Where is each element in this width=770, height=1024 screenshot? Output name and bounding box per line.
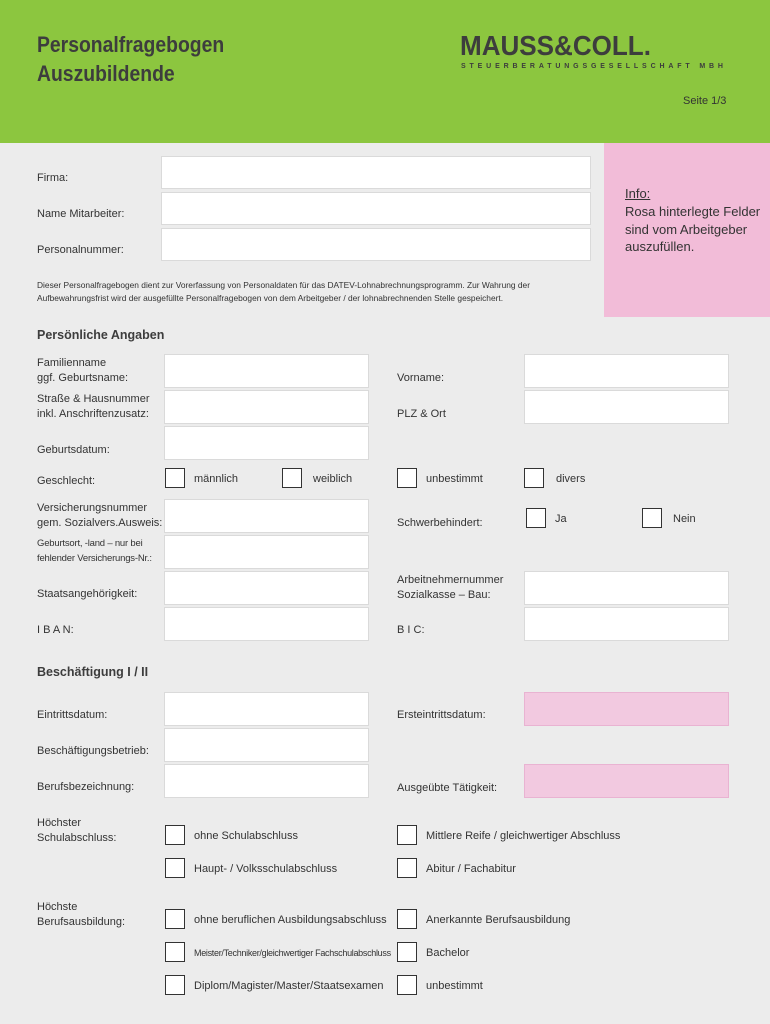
schwerbehindert-nein-label: Nein xyxy=(673,513,696,525)
diplom-checkbox[interactable] xyxy=(165,975,185,995)
berufsausbildung-label xyxy=(37,900,125,929)
familienname-field[interactable] xyxy=(164,354,369,388)
personalnummer-field[interactable] xyxy=(161,228,591,261)
geburtsdatum-field[interactable] xyxy=(164,426,369,460)
staatsangehoerigkeit-field[interactable] xyxy=(164,571,369,605)
diplom-label: Diplom/Magister/Master/Staatsexamen xyxy=(194,980,384,992)
unbestimmt-checkbox[interactable] xyxy=(397,468,417,488)
geburtsdatum-label: Geburtsdatum: xyxy=(37,444,110,456)
iban-field[interactable] xyxy=(164,607,369,641)
berufsbezeichnung-label: Berufsbezeichnung: xyxy=(37,781,135,793)
arbeitnehmernummer-field[interactable] xyxy=(524,571,729,605)
anerkannte-ausbildung-checkbox[interactable] xyxy=(397,909,417,929)
schwerbehindert-ja-checkbox[interactable] xyxy=(526,508,546,528)
berufsbezeichnung-field[interactable] xyxy=(164,764,369,798)
geburtsort-label-line2: fehlender Versicherungs-Nr.: xyxy=(37,552,152,564)
form-title-line2: Auszubildende xyxy=(37,61,175,86)
arbeitnehmernummer-label xyxy=(397,573,503,602)
ausbildung-unbestimmt-label: unbestimmt xyxy=(426,980,483,992)
unbestimmt-label: unbestimmt xyxy=(426,473,483,485)
weiblich-checkbox[interactable] xyxy=(282,468,302,488)
mittlere-reife-label: Mittlere Reife / gleichwertiger Abschluss xyxy=(426,830,621,842)
mitarbeiter-label: Name Mitarbeiter: xyxy=(37,208,125,220)
form-title xyxy=(37,30,224,88)
strasse-label-line1: Straße & Hausnummer xyxy=(37,393,150,405)
company-logo: MAUSS&COLL. xyxy=(460,30,651,61)
schulabschluss-label xyxy=(37,816,117,845)
abitur-label: Abitur / Fachabitur xyxy=(426,863,516,875)
meister-checkbox[interactable] xyxy=(165,942,185,962)
arbeitnehmernummer-label-line1: Arbeitnehmernummer xyxy=(397,574,504,586)
firma-label: Firma: xyxy=(37,172,69,184)
info-text: Rosa hinterlegte Felder sind vom Arbeitgeber auszufüllen. xyxy=(625,204,761,254)
taetigkeit-field[interactable] xyxy=(524,764,729,798)
anerkannte-ausbildung-label: Anerkannte Berufsausbildung xyxy=(426,914,571,926)
iban-label: I B A N: xyxy=(37,624,74,636)
form-title-line1: Personalfragebogen xyxy=(37,32,225,57)
ersteintritt-label: Ersteintrittsdatum: xyxy=(397,709,486,721)
company-logo-subtitle: STEUERBERATUNGSGESELLSCHAFT MBH xyxy=(461,63,727,70)
plz-field[interactable] xyxy=(524,390,729,424)
hauptschulabschluss-checkbox[interactable] xyxy=(165,858,185,878)
bachelor-label: Bachelor xyxy=(426,947,470,959)
schwerbehindert-ja-label: Ja xyxy=(555,513,567,525)
geschlecht-label: Geschlecht: xyxy=(37,475,96,487)
betrieb-label: Beschäftigungsbetrieb: xyxy=(37,745,149,757)
ohne-ausbildung-label: ohne beruflichen Ausbildungsabschluss xyxy=(194,914,387,926)
meister-label: Meister/Techniker/gleichwertiger Fachschulabschluss xyxy=(194,948,391,958)
versicherung-label-line1: Versicherungsnummer xyxy=(37,502,148,514)
ohne-schulabschluss-label: ohne Schulabschluss xyxy=(194,830,298,842)
plz-label: PLZ & Ort xyxy=(397,408,446,420)
staatsangehoerigkeit-label: Staatsangehörigkeit: xyxy=(37,588,138,600)
schwerbehindert-nein-checkbox[interactable] xyxy=(642,508,662,528)
berufsausbildung-label-line2: Berufsausbildung: xyxy=(37,915,126,928)
geburtsort-label xyxy=(37,537,152,566)
divers-label: divers xyxy=(556,473,586,485)
schulabschluss-label-line2: Schulabschluss: xyxy=(37,831,117,844)
ohne-schulabschluss-checkbox[interactable] xyxy=(165,825,185,845)
abitur-checkbox[interactable] xyxy=(397,858,417,878)
geburtsort-field[interactable] xyxy=(164,535,369,569)
vorname-label: Vorname: xyxy=(397,372,445,384)
mitarbeiter-field[interactable] xyxy=(161,192,591,225)
maennlich-checkbox[interactable] xyxy=(165,468,185,488)
weiblich-label: weiblich xyxy=(313,473,353,485)
arbeitnehmernummer-label-line2: Sozialkasse – Bau: xyxy=(397,588,491,601)
familienname-label-line2: ggf. Geburtsname: xyxy=(37,371,129,384)
schwerbehindert-label: Schwerbehindert: xyxy=(397,517,483,529)
strasse-field[interactable] xyxy=(164,390,369,424)
bic-field[interactable] xyxy=(524,607,729,641)
firma-field[interactable] xyxy=(161,156,591,189)
info-title: Info: xyxy=(625,186,651,201)
eintritt-field[interactable] xyxy=(164,692,369,726)
familienname-label-line1: Familienname xyxy=(37,357,107,369)
page-number: Seite 1/3 xyxy=(683,95,727,107)
ausbildung-unbestimmt-checkbox[interactable] xyxy=(397,975,417,995)
strasse-label-line2: inkl. Anschriftenzusatz: xyxy=(37,407,149,420)
personalnummer-label: Personalnummer: xyxy=(37,244,124,256)
ersteintritt-field[interactable] xyxy=(524,692,729,726)
versicherung-label xyxy=(37,501,162,530)
eintritt-label: Eintrittsdatum: xyxy=(37,709,108,721)
bachelor-checkbox[interactable] xyxy=(397,942,417,962)
personal-section-title: Persönliche Angaben xyxy=(37,328,165,342)
versicherung-label-line2: gem. Sozialvers.Ausweis: xyxy=(37,516,163,529)
ohne-ausbildung-checkbox[interactable] xyxy=(165,909,185,929)
betrieb-field[interactable] xyxy=(164,728,369,762)
hauptschulabschluss-label: Haupt- / Volksschulabschluss xyxy=(194,863,338,875)
mittlere-reife-checkbox[interactable] xyxy=(397,825,417,845)
berufsausbildung-label-line1: Höchste xyxy=(37,901,78,913)
maennlich-label: männlich xyxy=(194,473,239,485)
employment-section-title: Beschäftigung I / II xyxy=(37,665,149,679)
versicherung-field[interactable] xyxy=(164,499,369,533)
schulabschluss-label-line1: Höchster xyxy=(37,817,82,829)
geburtsort-label-line1: Geburtsort, -land – nur bei xyxy=(37,538,143,549)
familienname-label xyxy=(37,356,128,385)
strasse-label xyxy=(37,392,149,421)
divers-checkbox[interactable] xyxy=(524,468,544,488)
vorname-field[interactable] xyxy=(524,354,729,388)
taetigkeit-label: Ausgeübte Tätigkeit: xyxy=(397,782,498,794)
bic-label: B I C: xyxy=(397,624,425,636)
privacy-note: Dieser Personalfragebogen dient zur Vorerfassung von Personaldaten für das DATEV-Lohnabrechnungsprogramm. Zur Wahrung der Aufbewahrungsfrist wird der ausgefüllte Personalfragebogen von dem Arbeitgeber / der lohnabrechnenden Stelle gespeichert. xyxy=(37,280,531,303)
